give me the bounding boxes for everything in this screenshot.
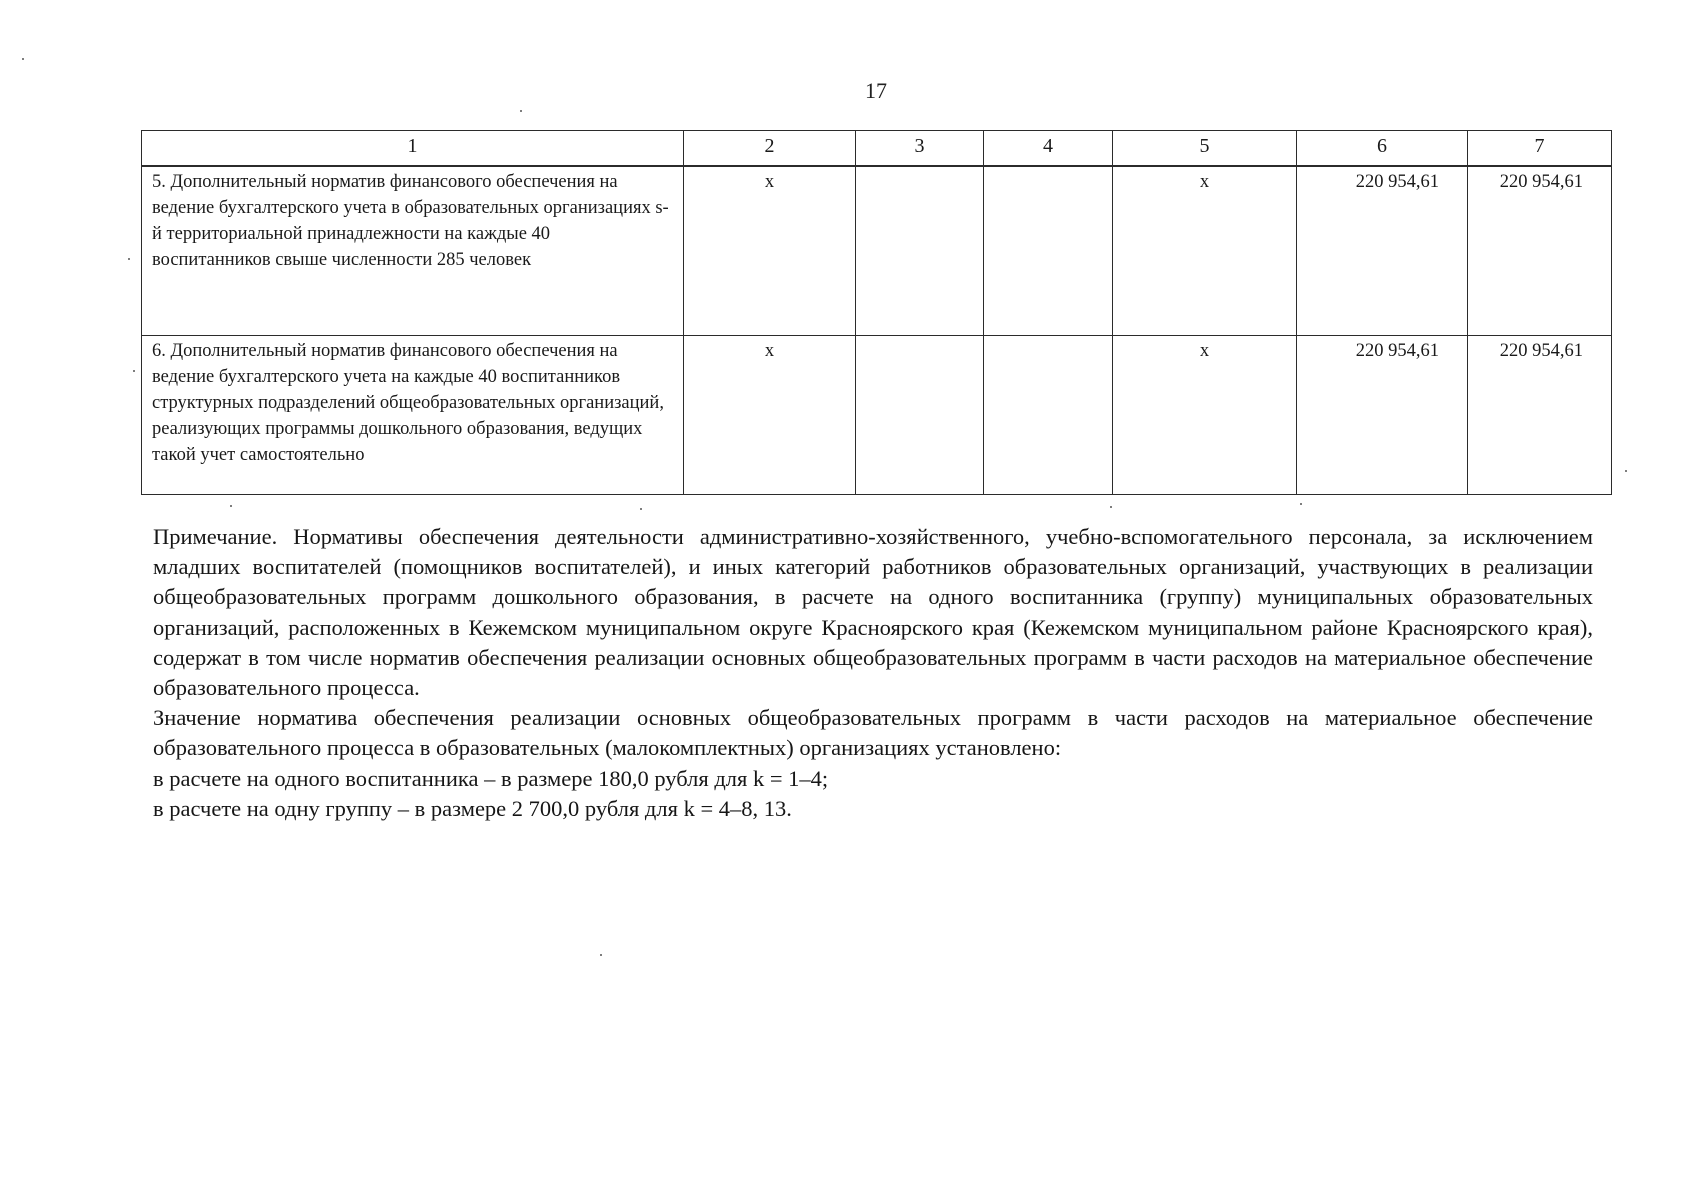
row-cell-col2: x: [684, 166, 856, 336]
note-section: [153, 522, 1593, 824]
table-header-row: [142, 131, 1612, 167]
norm-value-per-pupil: в расчете на одного воспитанника – в размере 180,0 рубля для k = 1–4;: [153, 765, 829, 791]
row-cell-col6: 220 954,61: [1297, 336, 1468, 495]
row-cell-col6: 220 954,61: [1297, 166, 1468, 336]
row-cell-col7: 220 954,61: [1468, 166, 1612, 336]
scan-speck: [230, 505, 232, 507]
row-cell-col4: [984, 336, 1113, 495]
table-row: [142, 166, 1612, 336]
scan-speck: [1625, 470, 1627, 472]
column-header-5: 5: [1113, 131, 1297, 167]
row-name-cell: 5. Дополнительный норматив финансового обеспечения на ведение бухгалтерского учета в образовательных организациях s-й территориальной принадлежности на каждые 40 воспитанников свыше численности 285 человек: [142, 166, 684, 336]
scan-speck: [1300, 503, 1302, 505]
row-cell-col2: x: [684, 336, 856, 495]
row-cell-col5: x: [1113, 336, 1297, 495]
scan-speck: [1110, 506, 1112, 508]
row-cell-col3: [856, 166, 984, 336]
row-cell-col4: [984, 166, 1113, 336]
row-cell-col7: 220 954,61: [1468, 336, 1612, 495]
column-header-4: 4: [984, 131, 1113, 167]
page-number: 17: [865, 78, 887, 103]
column-header-6: 6: [1297, 131, 1468, 167]
scan-speck: [133, 370, 135, 372]
column-header-3: 3: [856, 131, 984, 167]
column-header-2: 2: [684, 131, 856, 167]
row-cell-col5: x: [1113, 166, 1297, 336]
norms-table: [141, 130, 1612, 495]
norm-value-per-group: в расчете на одну группу – в размере 2 700,0 рубля для k = 4–8, 13.: [153, 795, 792, 821]
row-name-cell: 6. Дополнительный норматив финансового обеспечения на ведение бухгалтерского учета на каждые 40 воспитанников структурных подразделений общеобразовательных организаций, реализующих программы дошкольного образования, ведущих такой учет самостоятельно: [142, 336, 684, 495]
column-header-7: 7: [1468, 131, 1612, 167]
note-paragraph: Примечание. Нормативы обеспечения деятельности административно-хозяйственного, учебно-вспомогательного персонала, за исключением младших воспитателей (помощников воспитателей), и иных категорий работников образовательных организаций, участвующих в реализации общеобразовательных программ дошкольного образования, в расчете на одного воспитанника (группу) муниципальных образовательных организаций, расположенных в Кежемском муниципальном округе Красноярского края (Кежемском муниципальном районе Красноярского края), содержат в том числе норматив обеспечения реализации основных общеобразовательных программ в части расходов на материальное обеспечение образовательного процесса.: [153, 524, 1593, 701]
scan-speck: [128, 258, 130, 260]
scan-speck: [600, 954, 602, 956]
scan-speck: [640, 508, 642, 510]
scan-speck: [520, 110, 522, 112]
table-row: [142, 336, 1612, 495]
norm-value-paragraph: Значение норматива обеспечения реализации основных общеобразовательных программ в части расходов на материальное обеспечение образовательного процесса в образовательных (малокомплектных) организациях установлено:: [153, 705, 1593, 761]
column-header-1: 1: [142, 131, 684, 167]
norm-values-list: [153, 764, 1593, 824]
scan-speck: [22, 58, 24, 60]
row-cell-col3: [856, 336, 984, 495]
